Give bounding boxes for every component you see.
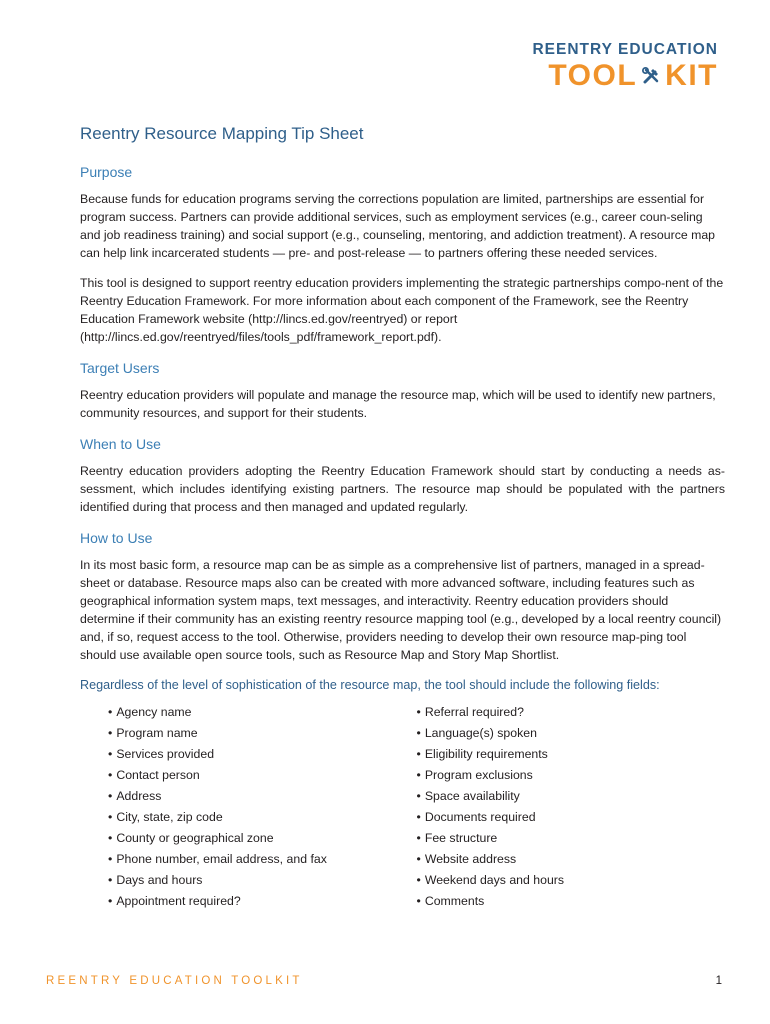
footer-title: REENTRY EDUCATION TOOLKIT	[46, 975, 303, 987]
field-item: • Services provided	[108, 744, 417, 765]
field-item: • City, state, zip code	[108, 807, 417, 828]
fields-intro: Regardless of the level of sophistication of the resource map, the tool should include the following fields:	[80, 678, 660, 692]
field-item: • Contact person	[108, 765, 417, 786]
field-item: • Phone number, email address, and fax	[108, 849, 417, 870]
page-title: Reentry Resource Mapping Tip Sheet	[80, 124, 364, 143]
logo-word-tool: TOOL	[548, 59, 638, 92]
logo-line1: REENTRY EDUCATION	[532, 41, 718, 58]
field-item: • Space availability	[417, 786, 726, 807]
field-item: • Referral required?	[417, 702, 726, 723]
field-item: • Address	[108, 786, 417, 807]
when-to-use-paragraph: Reentry education providers adopting the Reentry Education Framework should start by conducting a needs as-sessment, which includes identifying existing partners. The resource map should be populated with the partners identified during that process and then managed and updated regularly.	[80, 464, 725, 514]
heading-when-to-use: When to Use	[80, 436, 161, 452]
heading-target-users: Target Users	[80, 360, 160, 376]
field-item: • Fee structure	[417, 828, 726, 849]
heading-purpose: Purpose	[80, 164, 133, 180]
logo-word-kit: KIT	[665, 59, 718, 92]
field-item: • Appointment required?	[108, 891, 417, 912]
fields-column-right	[417, 702, 726, 912]
field-item: • Language(s) spoken	[417, 723, 726, 744]
field-item: • Eligibility requirements	[417, 744, 726, 765]
field-item: • Agency name	[108, 702, 417, 723]
field-item: • Program name	[108, 723, 417, 744]
field-item: • Documents required	[417, 807, 726, 828]
how-to-use-paragraph: In its most basic form, a resource map can be as simple as a comprehensive list of partners, managed in a spread-sheet or database. Resource maps also can be created with more advanced software, including features such as geographical information system maps, text messages, and interactivity. Reentry education providers should determine if their community has an existing reentry resource mapping tool (e.g., developed by a local reentry council) and, if so, request access to the tool. Otherwise, providers needing to develop their own resource map-ping tool should use available open source tools, such as Resource Map and Story Map Shortlist.	[80, 558, 722, 662]
fields-column-left	[108, 702, 417, 912]
field-item: • Weekend days and hours	[417, 870, 726, 891]
page-number: 1	[715, 975, 722, 987]
field-item: • County or geographical zone	[108, 828, 417, 849]
field-item: • Comments	[417, 891, 726, 912]
field-item: • Program exclusions	[417, 765, 726, 786]
purpose-paragraph-2: This tool is designed to support reentry education providers implementing the strategic partnerships compo-nent of the Reentry Education Framework. For more information about each component of the Framework, see the Reentry Education Framework website (http://lincs.ed.gov/reentryed) or report (http://lincs.ed.gov/reentryed/files/tools_pdf/framework_report.pdf).	[80, 276, 724, 344]
heading-how-to-use: How to Use	[80, 530, 153, 546]
purpose-paragraph-1: Because funds for education programs serving the corrections population are limited, partnerships are essential for program success. Partners can provide additional services, such as employment services (e.g., career coun-seling and job readiness training) and social support (e.g., counseling, mentoring, and addiction treatment). A resource map can help link incarcerated students — pre- and post-release — to partners offering these needed services.	[80, 192, 716, 260]
field-item: • Website address	[417, 849, 726, 870]
toolkit-logo	[532, 40, 718, 92]
fields-list	[80, 702, 725, 912]
target-users-paragraph: Reentry education providers will populate and manage the resource map, which will be used to identify new partners, community resources, and support for their students.	[80, 388, 716, 420]
logo-line2	[532, 60, 718, 92]
tools-icon	[641, 66, 661, 86]
field-item: • Days and hours	[108, 870, 417, 891]
document-body	[80, 122, 725, 912]
